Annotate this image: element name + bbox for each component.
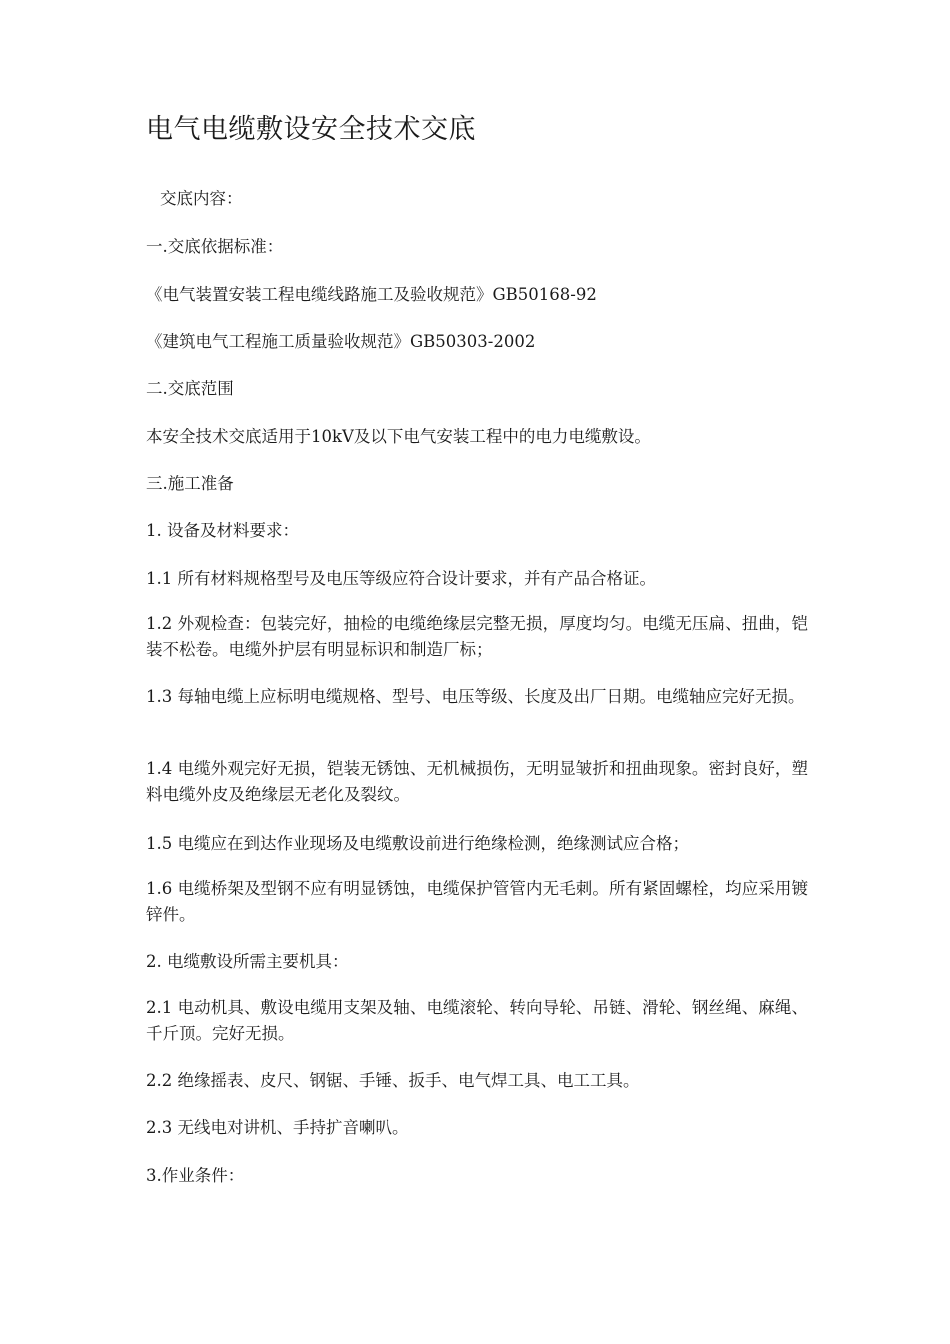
section-heading-scope: 二.交底范围 [146,379,234,398]
list-item: 1.3 每轴电缆上应标明电缆规格、型号、电压等级、长度及出厂日期。电缆轴应完好无损。 [146,687,805,706]
section-heading-basis: 一.交底依据标准： [146,237,284,256]
list-item: 1.6 电缆桥架及型钢不应有明显锈蚀，电缆保护管管内无毛刺。所有紧固螺栓，均应采用镀锌件。 [146,879,808,924]
list-item: 1.5 电缆应在到达作业现场及电缆敷设前进行绝缘检测，绝缘测试应合格； [146,834,689,853]
list-item: 2.2 绝缘摇表、皮尺、钢锯、手锤、扳手、电气焊工具、电工工具。 [146,1071,640,1090]
scope-text: 本安全技术交底适用于10kV及以下电气安装工程中的电力电缆敷设。 [146,427,651,446]
list-item: 1.2 外观检查：包装完好，抽检的电缆绝缘层完整无损，厚度均匀。电缆无压扁、扭曲，铠装不松卷。电缆外护层有明显标识和制造厂标； [146,614,808,659]
list-item: 2.1 电动机具、敷设电缆用支架及轴、电缆滚轮、转向导轮、吊链、滑轮、钢丝绳、麻绳、千斤顶。完好无损。 [146,998,808,1043]
subsection-heading: 3.作业条件： [146,1166,245,1185]
document-title: 电气电缆敷设安全技术交底 [146,114,476,145]
subsection-heading: 2. 电缆敷设所需主要机具： [146,952,349,971]
standard-reference: 《建筑电气工程施工质量验收规范》GB50303-2002 [146,332,536,351]
subsection-heading: 1. 设备及材料要求： [146,521,299,540]
section-heading-preparation: 三.施工准备 [146,474,234,493]
standard-reference: 《电气装置安装工程电缆线路施工及验收规范》GB50168-92 [146,285,597,304]
list-item: 1.4 电缆外观完好无损，铠装无锈蚀、无机械损伤，无明显皱折和扭曲现象。密封良好，塑料电缆外皮及绝缘层无老化及裂纹。 [146,759,808,804]
list-item: 1.1 所有材料规格型号及电压等级应符合设计要求，并有产品合格证。 [146,569,656,588]
list-item: 2.3 无线电对讲机、手持扩音喇叭。 [146,1118,409,1137]
section-intro: 交底内容： [160,189,243,208]
